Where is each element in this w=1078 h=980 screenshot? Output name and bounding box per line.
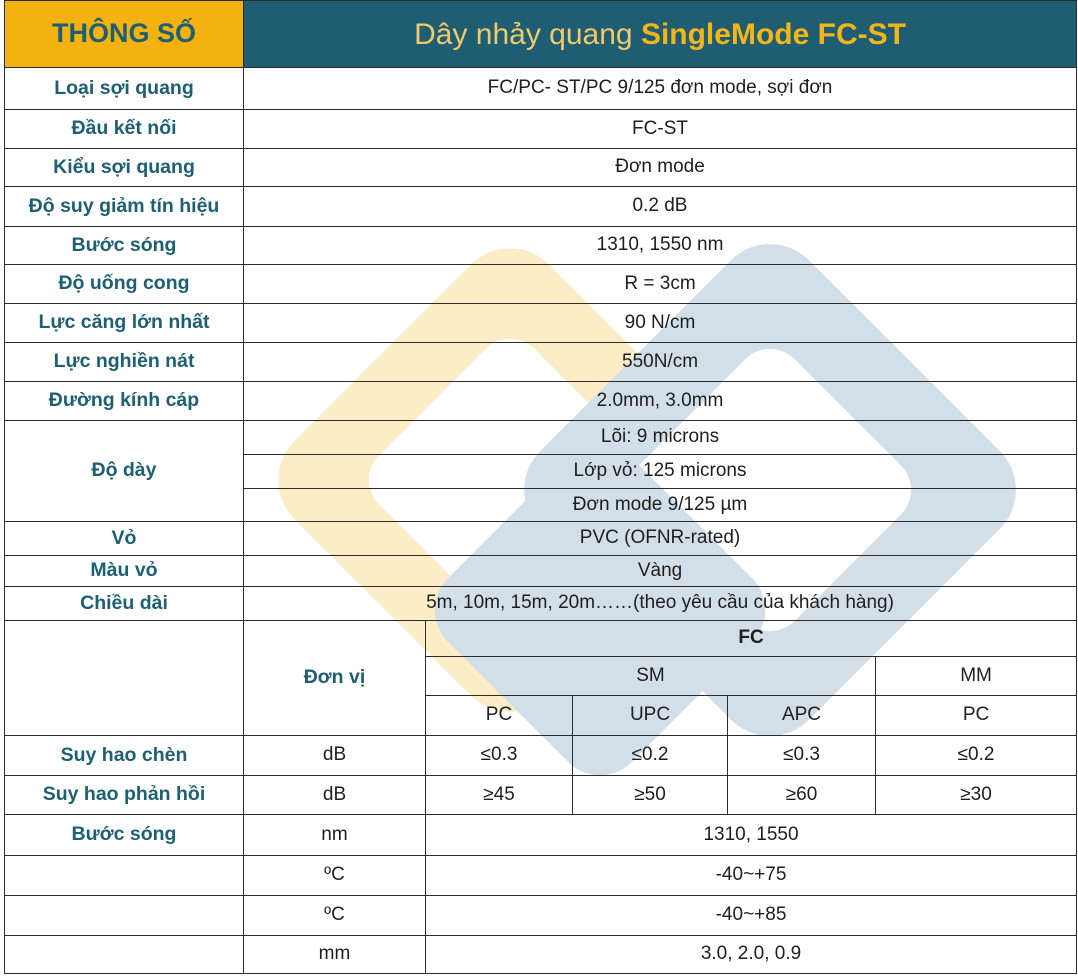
perf-span-value: 1310, 1550 [426, 815, 1077, 856]
header-title-lead: Dây nhảy quang [414, 17, 641, 51]
perf-unit: ºC [244, 856, 426, 896]
spec-value: PVC (OFNR-rated) [244, 522, 1077, 556]
header-title-brand: SingleMode FC-ST [640, 17, 906, 51]
perf-header-row [5, 621, 1077, 657]
spec-value: FC-ST [244, 110, 1077, 149]
perf-unit: mm [244, 936, 426, 974]
thickness-cladding: Lớp vỏ: 125 microns [244, 455, 1077, 489]
spec-label: Vỏ [5, 522, 244, 556]
spec-value: 550N/cm [244, 343, 1077, 382]
perf-value: ≥30 [876, 776, 1077, 815]
perf-row [5, 896, 1077, 936]
spec-label: Đường kính cáp [5, 382, 244, 421]
spec-value: Vàng [244, 556, 1077, 587]
perf-label [5, 896, 244, 936]
spec-value: 90 N/cm [244, 304, 1077, 343]
perf-label: Suy hao chèn [5, 736, 244, 776]
thickness-label: Độ dày [5, 421, 244, 522]
perf-span-value: -40~+75 [426, 856, 1077, 896]
header-label: THÔNG SỐ [5, 1, 244, 68]
perf-unit: dB [244, 776, 426, 815]
perf-row [5, 815, 1077, 856]
spec-label: Độ suy giảm tín hiệu [5, 187, 244, 227]
spec-value: 5m, 10m, 15m, 20m……(theo yêu cầu của khách hàng) [244, 587, 1077, 621]
connector-header: FC [426, 621, 1077, 657]
perf-unit: dB [244, 736, 426, 776]
spec-label: Đầu kết nối [5, 110, 244, 149]
thickness-core: Lõi: 9 microns [244, 421, 1077, 455]
perf-label: Suy hao phản hồi [5, 776, 244, 815]
spec-row [5, 227, 1077, 265]
perf-value: ≤0.2 [876, 736, 1077, 776]
spec-value: FC/PC- ST/PC 9/125 đơn mode, sợi đơn [244, 68, 1077, 110]
perf-value: ≤0.2 [573, 736, 728, 776]
polish-upc: UPC [573, 696, 728, 736]
perf-row [5, 736, 1077, 776]
header-title [244, 1, 1077, 68]
perf-value: ≥60 [728, 776, 876, 815]
spec-row [5, 522, 1077, 556]
perf-label [5, 856, 244, 896]
perf-value: ≤0.3 [426, 736, 573, 776]
spec-row [5, 265, 1077, 304]
spec-label: Loại sợi quang [5, 68, 244, 110]
spec-row [5, 382, 1077, 421]
spec-label: Chiều dài [5, 587, 244, 621]
polish-pc: PC [426, 696, 573, 736]
mode-mm: MM [876, 657, 1077, 696]
perf-span-value: -40~+85 [426, 896, 1077, 936]
perf-row [5, 936, 1077, 974]
spec-row [5, 556, 1077, 587]
spec-value: Đơn mode [244, 149, 1077, 187]
perf-value: ≥50 [573, 776, 728, 815]
perf-row [5, 856, 1077, 896]
spec-label: Bước sóng [5, 227, 244, 265]
polish-mm-pc: PC [876, 696, 1077, 736]
thickness-mode: Đơn mode 9/125 µm [244, 489, 1077, 522]
header-row [5, 1, 1077, 68]
spec-label: Độ uống cong [5, 265, 244, 304]
spec-row [5, 587, 1077, 621]
spec-table [4, 0, 1077, 974]
perf-header-blank [5, 621, 244, 736]
spec-row [5, 149, 1077, 187]
spec-row [5, 110, 1077, 149]
perf-label: Bước sóng [5, 815, 244, 856]
spec-value: 2.0mm, 3.0mm [244, 382, 1077, 421]
mode-sm: SM [426, 657, 876, 696]
polish-apc: APC [728, 696, 876, 736]
perf-value: ≤0.3 [728, 736, 876, 776]
perf-value: ≥45 [426, 776, 573, 815]
unit-header: Đơn vị [244, 621, 426, 736]
perf-unit: ºC [244, 896, 426, 936]
spec-label: Lực căng lớn nhất [5, 304, 244, 343]
perf-unit: nm [244, 815, 426, 856]
spec-row [5, 187, 1077, 227]
spec-value: 0.2 dB [244, 187, 1077, 227]
spec-row [5, 304, 1077, 343]
spec-value: 1310, 1550 nm [244, 227, 1077, 265]
perf-span-value: 3.0, 2.0, 0.9 [426, 936, 1077, 974]
perf-label [5, 936, 244, 974]
spec-row [5, 343, 1077, 382]
thickness-row [5, 421, 1077, 455]
spec-value: R = 3cm [244, 265, 1077, 304]
spec-label: Kiểu sợi quang [5, 149, 244, 187]
perf-row [5, 776, 1077, 815]
spec-label: Màu vỏ [5, 556, 244, 587]
spec-label: Lực nghiền nát [5, 343, 244, 382]
spec-row [5, 68, 1077, 110]
